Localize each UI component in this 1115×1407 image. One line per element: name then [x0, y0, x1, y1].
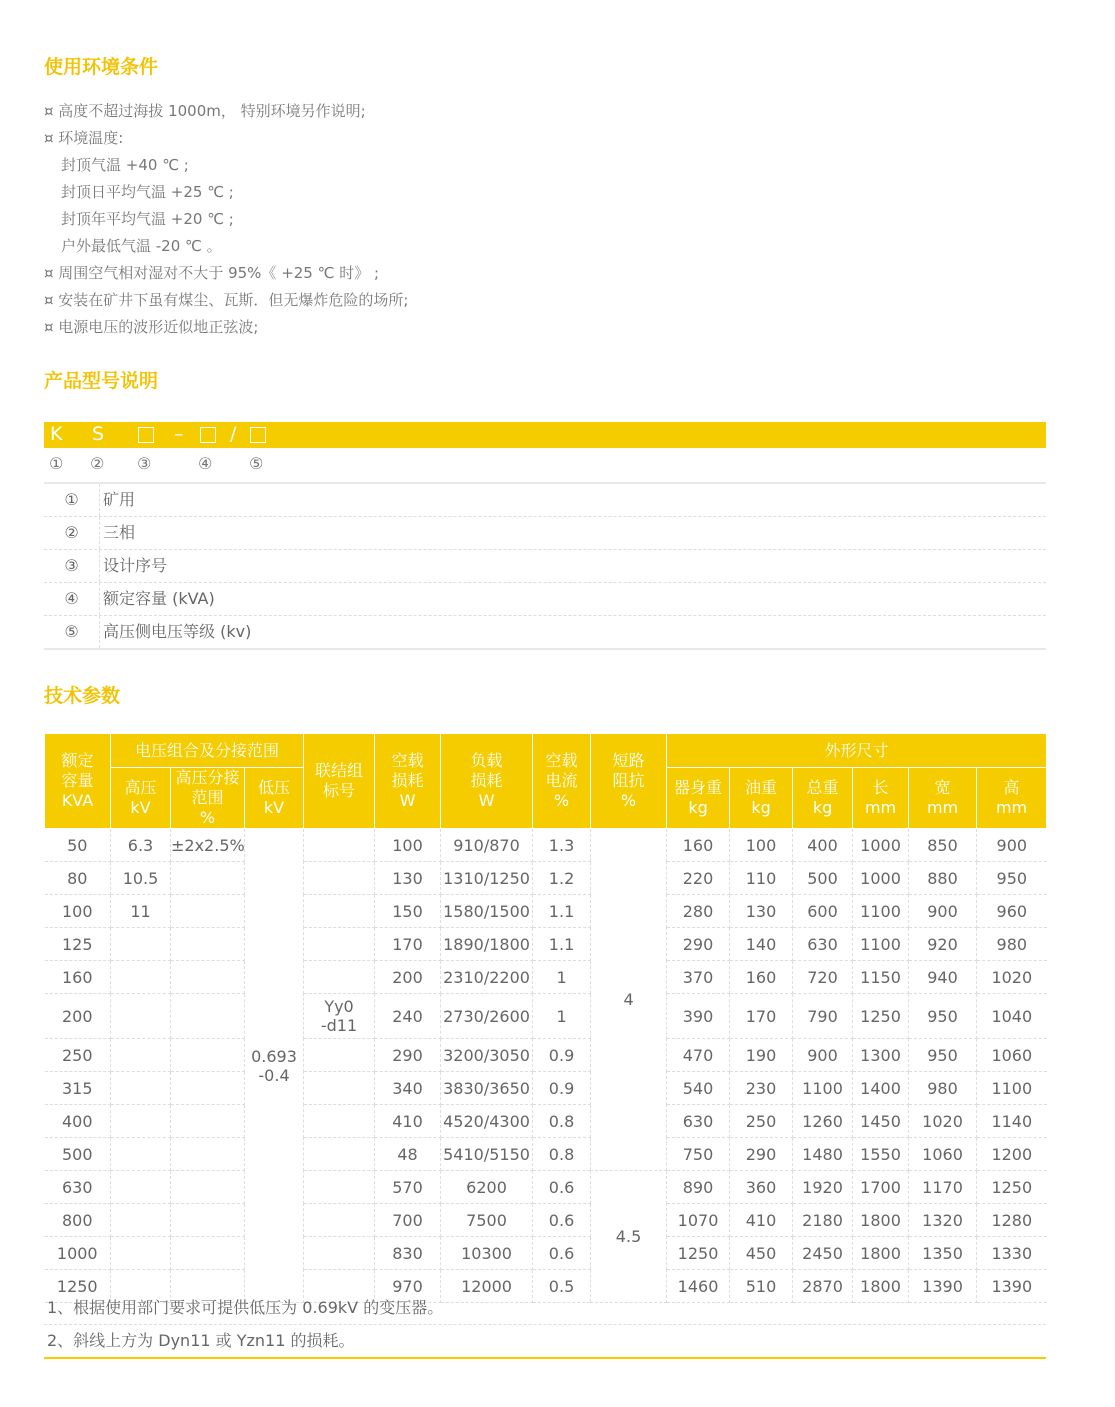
cell-current: 1	[533, 994, 591, 1039]
header-line: %	[199, 808, 216, 827]
cell-oil: 190	[730, 1039, 793, 1072]
header-line: 低压	[258, 778, 291, 797]
cell-connection	[304, 1237, 375, 1270]
cell-connection	[304, 1039, 375, 1072]
cell-body: 220	[667, 862, 730, 895]
header-line: 总重	[806, 778, 839, 797]
cell-len: 1150	[853, 961, 909, 994]
env-line: 封顶日平均气温 +25 ℃ ;	[61, 183, 234, 201]
model-item	[44, 583, 1046, 616]
cell-body: 470	[667, 1039, 730, 1072]
cell-wid: 1060	[909, 1138, 977, 1171]
header-line: mm	[995, 798, 1028, 817]
cell-noload-loss: 340	[375, 1072, 441, 1105]
cell-tap	[171, 862, 245, 895]
header-line: kg	[751, 798, 771, 817]
cell-current: 0.6	[533, 1204, 591, 1237]
env-line: ¤ 电源电压的波形近似地正弦波;	[44, 318, 259, 336]
cell-tap	[171, 1072, 245, 1105]
cell-oil: 140	[730, 928, 793, 961]
cell-body: 290	[667, 928, 730, 961]
cell-hei: 1200	[977, 1138, 1047, 1171]
item-number: ④	[44, 583, 100, 615]
cell-load-loss: 10300	[441, 1237, 533, 1270]
section-title-tech: 技术参数	[44, 685, 121, 707]
header-line: mm	[864, 798, 897, 817]
cell-capacity: 1000	[45, 1237, 111, 1270]
header-line: %	[553, 791, 570, 810]
table-row	[45, 1072, 1047, 1105]
cell-hv	[111, 928, 171, 961]
header-impedance	[591, 734, 667, 829]
table-row	[45, 1204, 1047, 1237]
cell-hv	[111, 1237, 171, 1270]
cell-noload-loss: 570	[375, 1171, 441, 1204]
cell-oil: 250	[730, 1105, 793, 1138]
cell-total: 630	[793, 928, 853, 961]
cell-capacity: 80	[45, 862, 111, 895]
header-body-weight	[667, 768, 730, 829]
section-title-env: 使用环境条件	[44, 56, 159, 78]
cell-capacity: 315	[45, 1072, 111, 1105]
cell-total: 500	[793, 862, 853, 895]
cell-impedance: 4.5	[591, 1171, 667, 1303]
cell-tap	[171, 994, 245, 1039]
cell-total: 1100	[793, 1072, 853, 1105]
cell-hei: 1390	[977, 1270, 1047, 1303]
header-line: kV	[263, 798, 285, 817]
header-line: 损耗	[470, 771, 503, 790]
header-line: 额定	[61, 751, 94, 770]
placeholder-box	[250, 427, 266, 443]
table-row	[45, 895, 1047, 928]
model-explanation	[44, 422, 1046, 650]
cell-len: 1700	[853, 1171, 909, 1204]
cell-hv: 6.3	[111, 829, 171, 862]
table-row	[45, 961, 1047, 994]
cell-body: 1250	[667, 1237, 730, 1270]
cell-wid: 1170	[909, 1171, 977, 1204]
header-line: 标号	[323, 781, 356, 800]
env-line: ¤ 周围空气相对湿对不大于 95%《 +25 ℃ 时》 ;	[44, 264, 380, 282]
item-number: ②	[44, 517, 100, 549]
env-line: 封顶年平均气温 +20 ℃ ;	[61, 210, 234, 228]
cell-current: 0.9	[533, 1039, 591, 1072]
cell-connection	[304, 895, 375, 928]
cell-current: 1.1	[533, 895, 591, 928]
header-line: 长	[872, 778, 889, 797]
cell-wid: 950	[909, 994, 977, 1039]
item-text: 高压侧电压等级 (kv)	[103, 622, 252, 641]
header-voltage-group: 电压组合及分接范围	[111, 734, 304, 768]
cell-connection	[304, 928, 375, 961]
cell-hei: 1100	[977, 1072, 1047, 1105]
model-item	[44, 517, 1046, 550]
cell-hei: 900	[977, 829, 1047, 862]
cell-capacity: 250	[45, 1039, 111, 1072]
cell-total: 400	[793, 829, 853, 862]
header-lv	[245, 768, 304, 829]
cell-tap	[171, 1105, 245, 1138]
pos-4: ④	[198, 454, 213, 473]
cell-load-loss: 1310/1250	[441, 862, 533, 895]
cell-hei: 1060	[977, 1039, 1047, 1072]
cell-noload-loss: 100	[375, 829, 441, 862]
cell-current: 0.6	[533, 1237, 591, 1270]
cell-wid: 850	[909, 829, 977, 862]
cell-hei: 950	[977, 862, 1047, 895]
item-text: 三相	[103, 523, 136, 542]
cell-total: 2870	[793, 1270, 853, 1303]
cell-capacity: 50	[45, 829, 111, 862]
cell-capacity: 400	[45, 1105, 111, 1138]
cell-noload-loss: 200	[375, 961, 441, 994]
header-line: 油重	[745, 778, 778, 797]
cell-capacity: 125	[45, 928, 111, 961]
tech-params-table	[44, 733, 1047, 1303]
model-dash: –	[174, 423, 184, 445]
item-number: ⑤	[44, 616, 100, 648]
header-line: 高	[1003, 778, 1020, 797]
header-dimensions: 外形尺寸	[667, 734, 1047, 768]
cell-noload-loss: 48	[375, 1138, 441, 1171]
header-line: mm	[926, 798, 959, 817]
cell-hv	[111, 1039, 171, 1072]
item-text: 设计序号	[103, 556, 168, 575]
cell-wid: 950	[909, 1039, 977, 1072]
cell-capacity: 100	[45, 895, 111, 928]
header-line: 损耗	[391, 771, 424, 790]
table-row	[45, 1138, 1047, 1171]
cell-len: 1100	[853, 895, 909, 928]
cell-current: 0.6	[533, 1171, 591, 1204]
cell-len: 1000	[853, 829, 909, 862]
item-text: 额定容量 (kVA)	[103, 589, 215, 608]
cell-wid: 980	[909, 1072, 977, 1105]
cell-load-loss: 6200	[441, 1171, 533, 1204]
cell-load-loss: 2730/2600	[441, 994, 533, 1039]
header-length	[853, 768, 909, 829]
cell-hv	[111, 1072, 171, 1105]
pos-2: ②	[90, 454, 105, 473]
cell-wid: 1020	[909, 1105, 977, 1138]
cell-oil: 410	[730, 1204, 793, 1237]
header-line: 短路	[612, 751, 645, 770]
header-line: 高压	[124, 778, 157, 797]
header-load-loss	[441, 734, 533, 829]
header-noload-loss	[375, 734, 441, 829]
cell-len: 1100	[853, 928, 909, 961]
cell-current: 0.9	[533, 1072, 591, 1105]
header-line: 容量	[61, 771, 94, 790]
cell-capacity: 200	[45, 994, 111, 1039]
cell-wid: 1350	[909, 1237, 977, 1270]
cell-oil: 170	[730, 994, 793, 1039]
cell-capacity: 800	[45, 1204, 111, 1237]
cell-noload-loss: 130	[375, 862, 441, 895]
cell-len: 1800	[853, 1204, 909, 1237]
cell-tap	[171, 1204, 245, 1237]
cell-total: 600	[793, 895, 853, 928]
cell-load-loss: 1580/1500	[441, 895, 533, 928]
cell-oil: 110	[730, 862, 793, 895]
cell-oil: 290	[730, 1138, 793, 1171]
cell-connection	[304, 961, 375, 994]
cell-body: 540	[667, 1072, 730, 1105]
cell-total: 720	[793, 961, 853, 994]
header-height	[977, 768, 1047, 829]
header-line: KVA	[61, 791, 94, 810]
model-s: S	[92, 423, 105, 445]
cell-hei: 1250	[977, 1171, 1047, 1204]
section-title-model: 产品型号说明	[44, 370, 159, 392]
cell-load-loss: 4520/4300	[441, 1105, 533, 1138]
pos-1: ①	[49, 454, 64, 473]
cell-oil: 160	[730, 961, 793, 994]
header-line: 器身重	[674, 778, 723, 797]
cell-len: 1800	[853, 1270, 909, 1303]
cell-body: 750	[667, 1138, 730, 1171]
cell-noload-loss: 830	[375, 1237, 441, 1270]
cell-body: 280	[667, 895, 730, 928]
header-connection	[304, 734, 375, 829]
item-number: ③	[44, 550, 100, 582]
model-item	[44, 484, 1046, 517]
cell-tap: ±2x2.5%	[171, 829, 245, 862]
cell-tap	[171, 1171, 245, 1204]
cell-wid: 940	[909, 961, 977, 994]
env-line: ¤ 高度不超过海拔 1000m， 特别环境另作说明;	[44, 102, 366, 120]
cell-capacity: 500	[45, 1138, 111, 1171]
header-width	[909, 768, 977, 829]
cell-hv	[111, 1204, 171, 1237]
cell-lv: 0.693 -0.4	[245, 829, 304, 1303]
cell-connection	[304, 829, 375, 862]
cell-len: 1550	[853, 1138, 909, 1171]
cell-load-loss: 2310/2200	[441, 961, 533, 994]
cell-body: 1070	[667, 1204, 730, 1237]
cell-wid: 900	[909, 895, 977, 928]
cell-load-loss: 3830/3650	[441, 1072, 533, 1105]
cell-oil: 230	[730, 1072, 793, 1105]
cell-current: 1.3	[533, 829, 591, 862]
cell-total: 790	[793, 994, 853, 1039]
cell-capacity: 630	[45, 1171, 111, 1204]
cell-connection	[304, 1171, 375, 1204]
header-line: W	[399, 791, 416, 810]
header-line: 空载	[545, 751, 578, 770]
cell-oil: 510	[730, 1270, 793, 1303]
cell-hv	[111, 1171, 171, 1204]
cell-hei: 1280	[977, 1204, 1047, 1237]
header-capacity	[45, 734, 111, 829]
header-noload-current	[533, 734, 591, 829]
cell-body: 390	[667, 994, 730, 1039]
env-line: 封顶气温 +40 ℃ ;	[61, 156, 189, 174]
note: 2、斜线上方为 Dyn11 或 Yzn11 的损耗。	[44, 1325, 1046, 1359]
table-row	[45, 1039, 1047, 1072]
header-tap	[171, 768, 245, 829]
cell-noload-loss: 150	[375, 895, 441, 928]
cell-connection	[304, 1138, 375, 1171]
cell-total: 1480	[793, 1138, 853, 1171]
cell-load-loss: 3200/3050	[441, 1039, 533, 1072]
cell-hei: 980	[977, 928, 1047, 961]
placeholder-box	[200, 427, 216, 443]
cell-hv	[111, 1138, 171, 1171]
cell-total: 2450	[793, 1237, 853, 1270]
header-line: W	[478, 791, 495, 810]
cell-noload-loss: 290	[375, 1039, 441, 1072]
table-row	[45, 1105, 1047, 1138]
header-line: 高压分接	[175, 768, 240, 787]
table-row	[45, 862, 1047, 895]
cell-load-loss: 910/870	[441, 829, 533, 862]
cell-noload-loss: 240	[375, 994, 441, 1039]
cell-total: 900	[793, 1039, 853, 1072]
cell-connection	[304, 1072, 375, 1105]
cell-oil: 450	[730, 1237, 793, 1270]
header-line: 联结组	[315, 761, 364, 780]
cell-wid: 1390	[909, 1270, 977, 1303]
header-line: kg	[688, 798, 708, 817]
header-line: kg	[812, 798, 833, 817]
header-line: kV	[130, 798, 151, 817]
cell-current: 0.8	[533, 1138, 591, 1171]
cell-hei: 1140	[977, 1105, 1047, 1138]
cell-len: 1400	[853, 1072, 909, 1105]
cell-tap	[171, 1039, 245, 1072]
cell-wid: 880	[909, 862, 977, 895]
cell-hv: 10.5	[111, 862, 171, 895]
cell-capacity: 160	[45, 961, 111, 994]
cell-body: 1460	[667, 1270, 730, 1303]
cell-noload-loss: 970	[375, 1270, 441, 1303]
model-code-bar	[44, 422, 1046, 448]
cell-body: 890	[667, 1171, 730, 1204]
cell-hv	[111, 1105, 171, 1138]
cell-total: 2180	[793, 1204, 853, 1237]
cell-total: 1260	[793, 1105, 853, 1138]
cell-load-loss: 7500	[441, 1204, 533, 1237]
table-row	[45, 1171, 1047, 1204]
table-row	[45, 994, 1047, 1039]
cell-len: 1250	[853, 994, 909, 1039]
model-positions	[44, 448, 1046, 484]
env-line: ¤ 安装在矿井下虽有煤尘、瓦斯．但无爆炸危险的场所;	[44, 291, 409, 309]
header-hv	[111, 768, 171, 829]
note: 1、根据使用部门要求可提供低压为 0.69kV 的变压器。	[44, 1292, 1046, 1325]
cell-tap	[171, 1237, 245, 1270]
header-line: 范围	[191, 788, 224, 807]
cell-len: 1800	[853, 1237, 909, 1270]
placeholder-box	[138, 427, 154, 443]
cell-body: 160	[667, 829, 730, 862]
cell-tap	[171, 961, 245, 994]
cell-len: 1450	[853, 1105, 909, 1138]
cell-len: 1300	[853, 1039, 909, 1072]
cell-noload-loss: 700	[375, 1204, 441, 1237]
cell-wid: 920	[909, 928, 977, 961]
cell-total: 1920	[793, 1171, 853, 1204]
header-line: %	[620, 791, 637, 810]
cell-oil: 360	[730, 1171, 793, 1204]
cell-hei: 1040	[977, 994, 1047, 1039]
model-item	[44, 616, 1046, 650]
cell-tap	[171, 928, 245, 961]
cell-hv	[111, 994, 171, 1039]
cell-oil: 130	[730, 895, 793, 928]
cell-connection	[304, 1204, 375, 1237]
item-text: 矿用	[103, 490, 136, 509]
cell-tap	[171, 895, 245, 928]
cell-current: 1.2	[533, 862, 591, 895]
cell-hv	[111, 961, 171, 994]
cell-oil: 100	[730, 829, 793, 862]
cell-body: 630	[667, 1105, 730, 1138]
header-line: 宽	[934, 778, 951, 797]
header-oil-weight	[730, 768, 793, 829]
cell-load-loss: 12000	[441, 1270, 533, 1303]
table-row	[45, 928, 1047, 961]
env-line: ¤ 环境温度:	[44, 129, 124, 147]
notes	[44, 1292, 1046, 1359]
cell-current: 0.8	[533, 1105, 591, 1138]
header-line: 电流	[545, 771, 578, 790]
cell-tap	[171, 1138, 245, 1171]
cell-connection: Yy0 -d11	[304, 994, 375, 1039]
cell-len: 1000	[853, 862, 909, 895]
cell-noload-loss: 170	[375, 928, 441, 961]
cell-noload-loss: 410	[375, 1105, 441, 1138]
cell-current: 0.5	[533, 1270, 591, 1303]
environment-conditions	[44, 98, 408, 341]
pos-5: ⑤	[249, 454, 264, 473]
cell-hei: 1020	[977, 961, 1047, 994]
model-slash: /	[230, 423, 237, 445]
table-row	[45, 829, 1047, 862]
cell-connection	[304, 862, 375, 895]
header-total-weight	[793, 768, 853, 829]
header-line: 空载	[391, 751, 424, 770]
cell-hv: 11	[111, 895, 171, 928]
cell-wid: 1320	[909, 1204, 977, 1237]
header-line: 负载	[470, 751, 503, 770]
cell-load-loss: 1890/1800	[441, 928, 533, 961]
cell-hei: 960	[977, 895, 1047, 928]
pos-3: ③	[137, 454, 152, 473]
cell-current: 1	[533, 961, 591, 994]
cell-capacity: 1250	[45, 1270, 111, 1303]
cell-hei: 1330	[977, 1237, 1047, 1270]
cell-current: 1.1	[533, 928, 591, 961]
cell-impedance: 4	[591, 829, 667, 1171]
cell-connection	[304, 1105, 375, 1138]
model-item	[44, 550, 1046, 583]
env-line: 户外最低气温 -20 ℃ 。	[61, 237, 222, 255]
item-number: ①	[44, 484, 100, 516]
header-line: 阻抗	[612, 771, 645, 790]
model-k: K	[50, 423, 63, 445]
cell-load-loss: 5410/5150	[441, 1138, 533, 1171]
table-row	[45, 1237, 1047, 1270]
cell-body: 370	[667, 961, 730, 994]
